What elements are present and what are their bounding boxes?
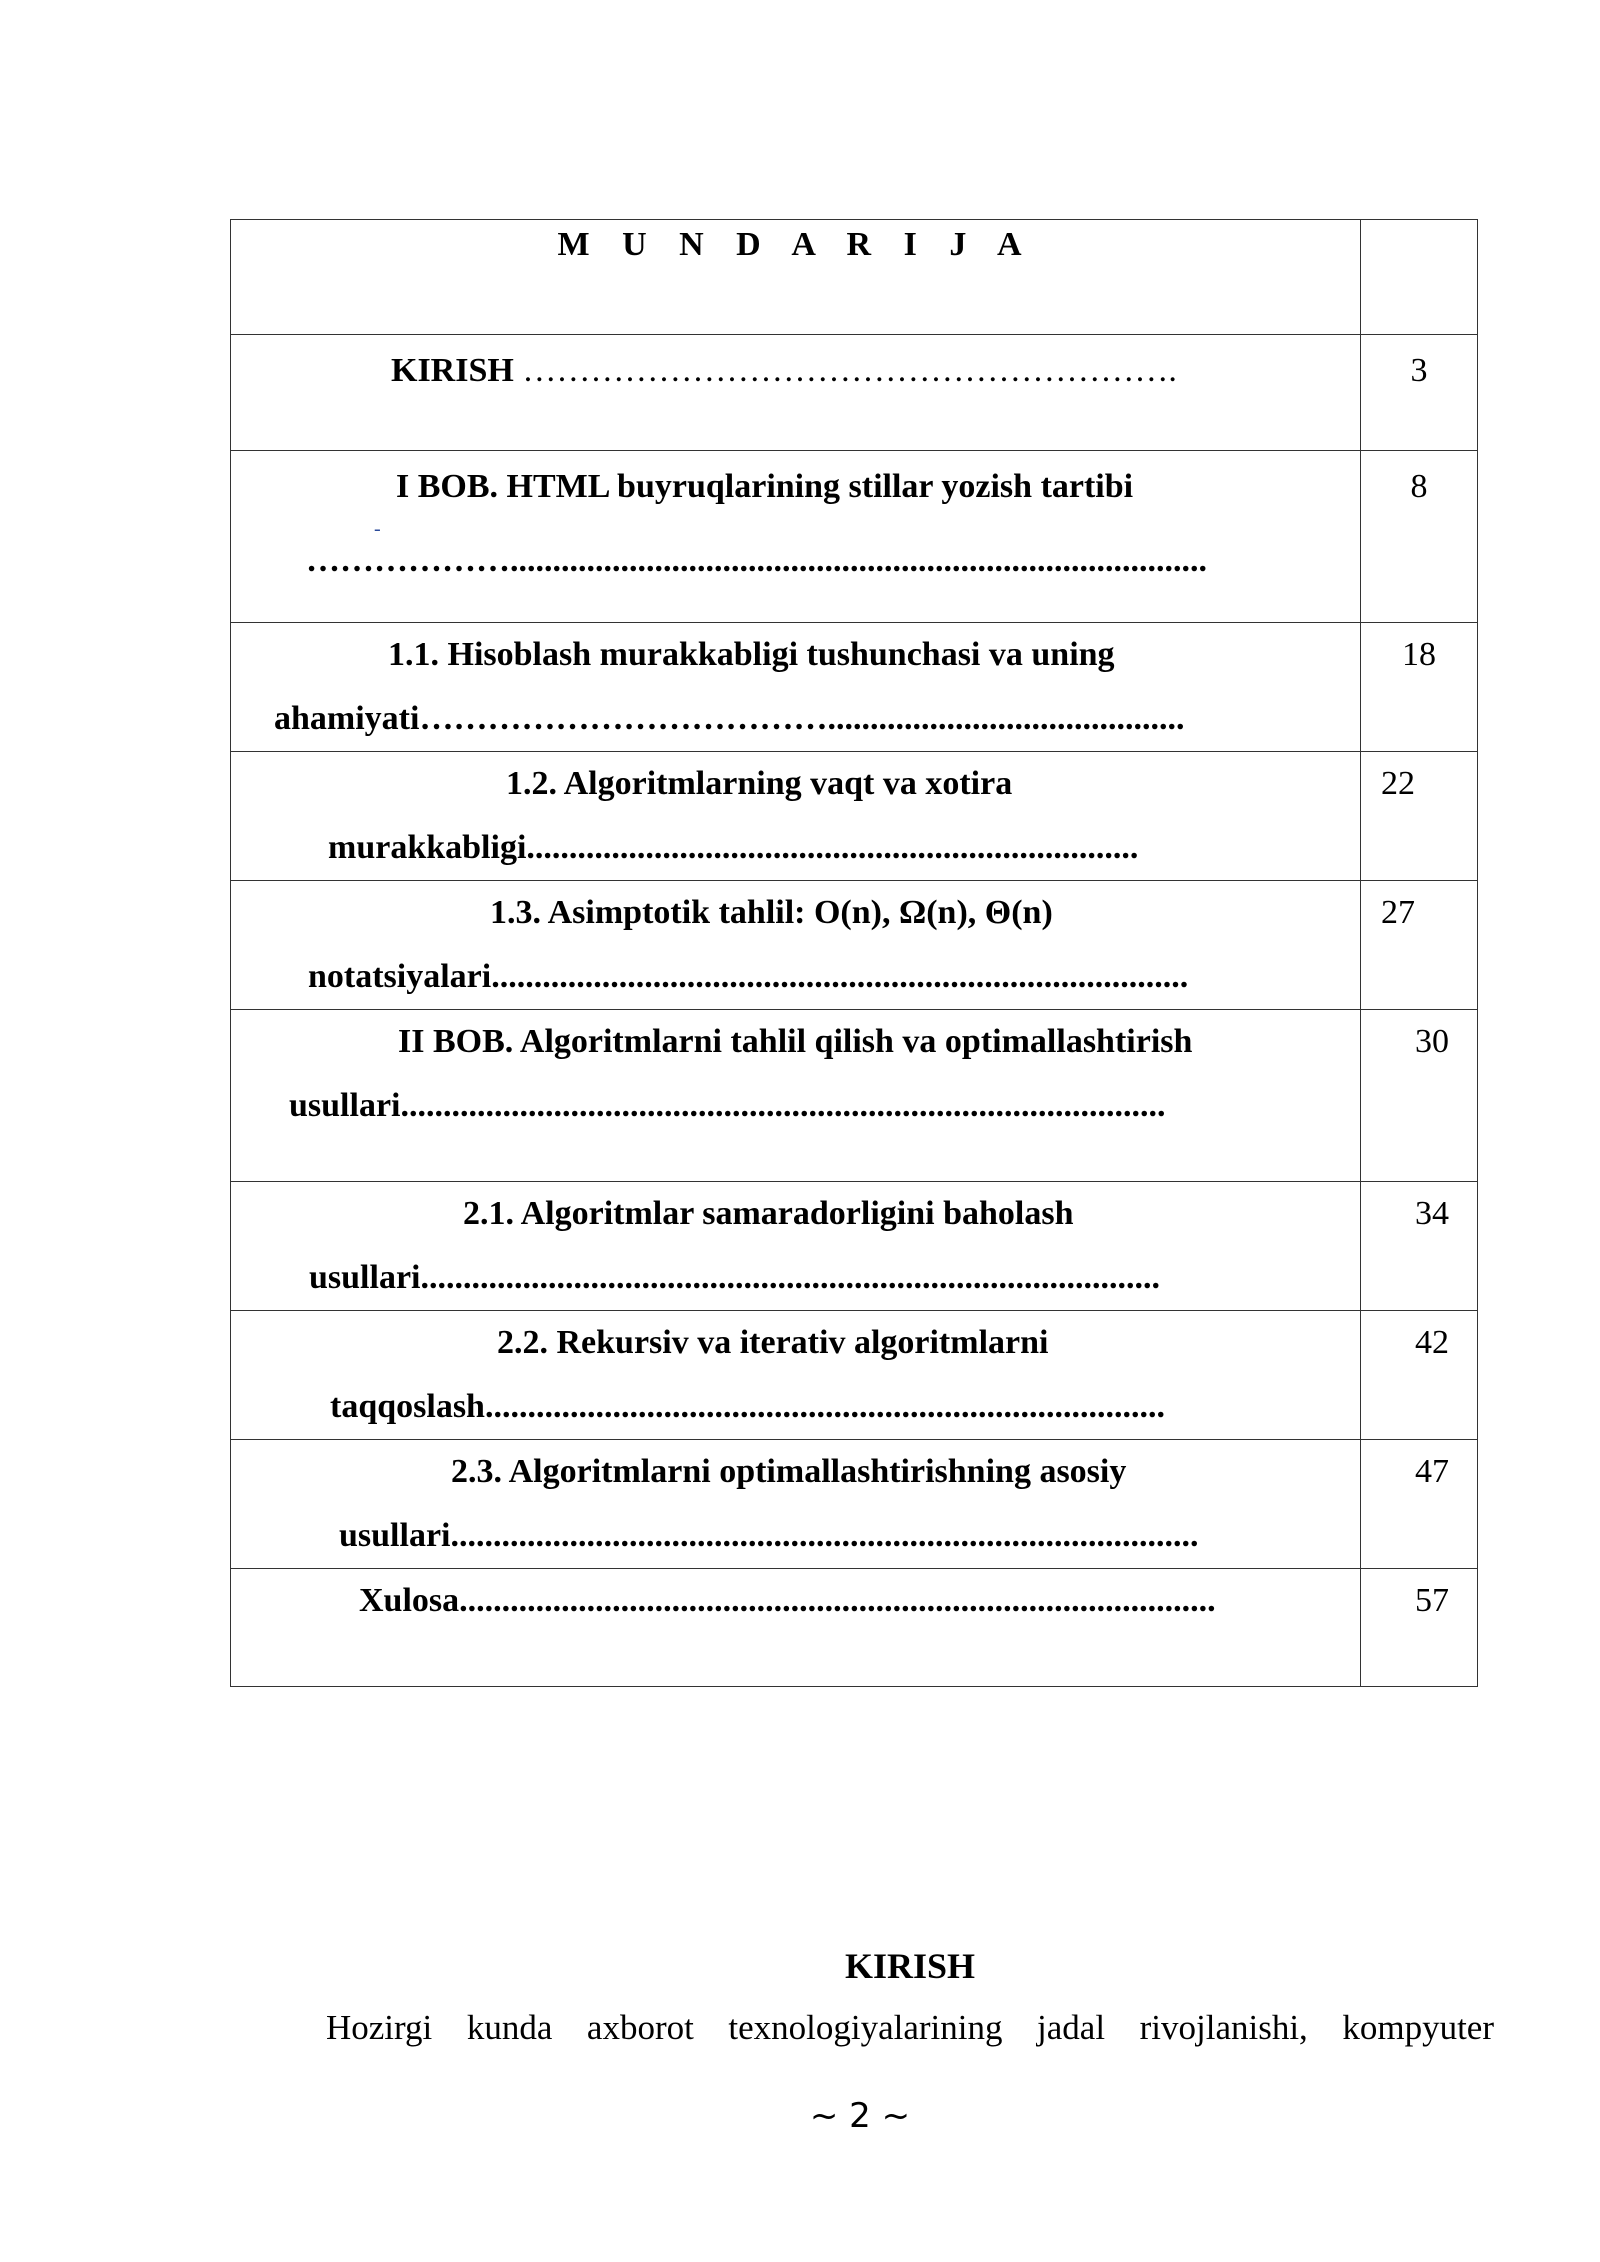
toc-entry-line2: notatsiyalari.................................................................................. bbox=[308, 958, 1189, 995]
toc-entry-page: 18 bbox=[1361, 623, 1478, 752]
toc-entry-line1: 2.2. Rekursiv va iterativ algoritmlarni bbox=[497, 1324, 1049, 1361]
toc-entry-title bbox=[231, 1010, 1361, 1182]
toc-entry-line1: I BOB. HTML buyruqlarining stillar yozish tartibi bbox=[396, 468, 1134, 505]
toc-heading-page-cell bbox=[1361, 220, 1478, 335]
toc-entry-line2: usullari.......................................................................................... bbox=[289, 1087, 1166, 1124]
body-paragraph-line: Hozirgi kunda axborot texnologiyalarining jadal rivojlanishi, kompyuter bbox=[326, 2008, 1494, 2047]
toc-entry-page: 47 bbox=[1361, 1440, 1478, 1569]
toc-heading: M U N D A R I J A bbox=[557, 226, 1034, 263]
toc-entry-line2: ahamiyati……………………………….......................................... bbox=[274, 700, 1185, 737]
toc-entry-dots: …………………………………………………. bbox=[513, 352, 1177, 389]
page-number: ~ 2 ~ bbox=[809, 2096, 911, 2136]
toc-entry-line2: ……………….................................................................................. bbox=[306, 542, 1207, 579]
toc-entry-row bbox=[231, 1010, 1478, 1182]
toc-entry-line2: usullari....................................................................................... bbox=[309, 1259, 1160, 1296]
toc-entry-row bbox=[231, 623, 1478, 752]
toc-entry-line2: murakkabligi........................................................................ bbox=[328, 829, 1139, 866]
toc-entry-line1: 2.1. Algoritmlar samaradorligini baholash bbox=[463, 1195, 1074, 1232]
toc-entry-title bbox=[231, 881, 1361, 1010]
toc-entry-title bbox=[231, 1569, 1361, 1687]
toc-entry-line1: 1.1. Hisoblash murakkabligi tushunchasi va uning bbox=[388, 636, 1115, 673]
toc-entry-row bbox=[231, 1311, 1478, 1440]
toc-heading-row bbox=[231, 220, 1478, 335]
toc-entry-page: 27 bbox=[1361, 881, 1478, 1010]
toc-entry-line1: 2.3. Algoritmlarni optimallashtirishning asosiy bbox=[451, 1453, 1127, 1490]
toc-heading-cell bbox=[231, 220, 1361, 335]
toc-entry-row bbox=[231, 1182, 1478, 1311]
toc-entry-title bbox=[231, 335, 1361, 451]
toc-entry-line1: 1.3. Asimptotik tahlil: O(n), Ω(n), Θ(n) bbox=[490, 894, 1053, 931]
toc-entry-line1: Xulosa......................................................................................... bbox=[359, 1582, 1216, 1619]
toc-entry-page: 42 bbox=[1361, 1311, 1478, 1440]
blue-mark-icon: - bbox=[374, 518, 381, 540]
toc-entry-page: 22 bbox=[1361, 752, 1478, 881]
toc-entry-title bbox=[231, 752, 1361, 881]
toc-entry-page: 34 bbox=[1361, 1182, 1478, 1311]
toc-entry-row bbox=[231, 1569, 1478, 1687]
table-of-contents bbox=[230, 219, 1478, 1687]
toc-entry-row bbox=[231, 752, 1478, 881]
toc-entry-title bbox=[231, 451, 1361, 623]
toc-entry-page: 30 bbox=[1361, 1010, 1478, 1182]
toc-entry-page: 57 bbox=[1361, 1569, 1478, 1687]
toc-entry-line1: KIRISH bbox=[391, 352, 514, 389]
toc-entry-line2: taqqoslash................................................................................ bbox=[330, 1388, 1165, 1425]
toc-entry-page: 3 bbox=[1361, 335, 1478, 451]
toc-entry-title bbox=[231, 1311, 1361, 1440]
toc-entry-line2: usullari........................................................................................ bbox=[339, 1517, 1199, 1554]
section-heading: KIRISH bbox=[844, 1946, 976, 1986]
toc-entry-row bbox=[231, 1440, 1478, 1569]
toc-entry-page: 8 bbox=[1361, 451, 1478, 623]
toc-entry-line1: II BOB. Algoritmlarni tahlil qilish va optimallashtirish bbox=[398, 1023, 1193, 1060]
toc-entry-row bbox=[231, 881, 1478, 1010]
toc-entry-title bbox=[231, 623, 1361, 752]
toc-entry-row bbox=[231, 335, 1478, 451]
toc-entry-title bbox=[231, 1440, 1361, 1569]
toc-entry-row bbox=[231, 451, 1478, 623]
toc-entry-line1: 1.2. Algoritmlarning vaqt va xotira bbox=[506, 765, 1013, 802]
toc-entry-title bbox=[231, 1182, 1361, 1311]
